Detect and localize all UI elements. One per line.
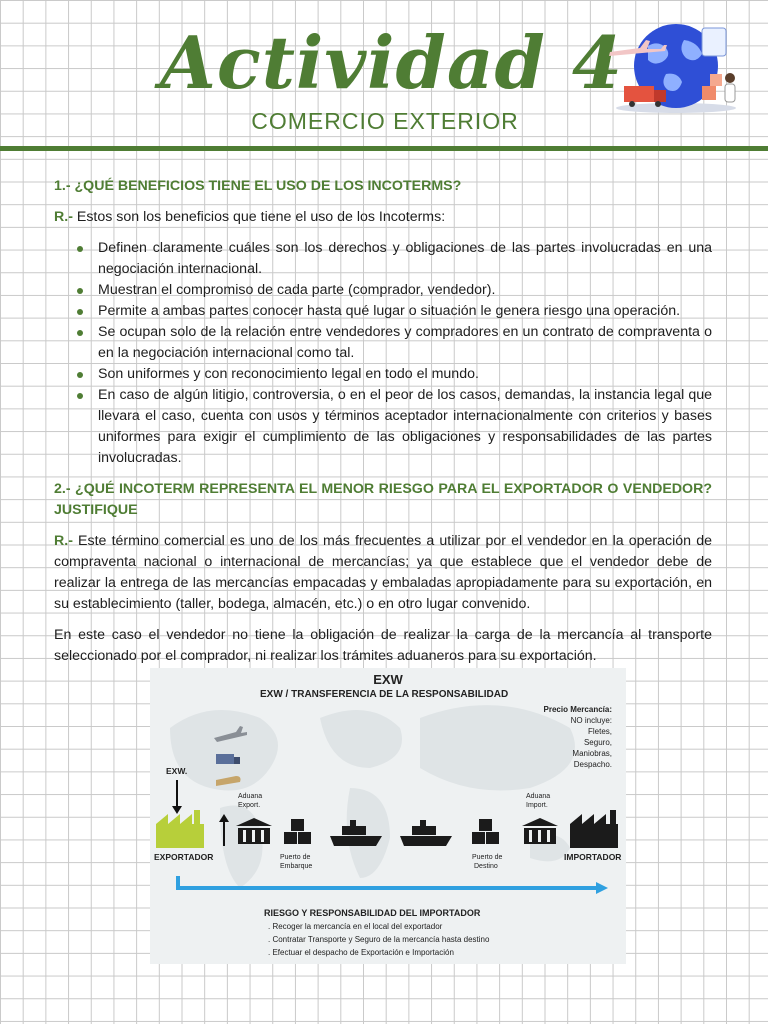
list-item: Muestran el compromiso de cada parte (comprador, vendedor).: [98, 280, 712, 301]
list-item: Son uniformes y con reconocimiento legal en todo el mundo.: [98, 364, 712, 385]
question-2: 2.- ¿QUÉ INCOTERM REPRESENTA EL MENOR RIESGO PARA EL EXPORTADOR O VENDEDOR? JUSTIFIQUE: [54, 481, 712, 518]
boxes-icon-port-destination: [472, 819, 499, 844]
globe-logistics-illustration: [606, 22, 746, 116]
benefits-list: [54, 238, 712, 469]
exw-marker: EXW.: [166, 766, 188, 776]
boxes-icon-port-loading: [284, 819, 311, 844]
price-title: Precio Mercancía:: [543, 705, 612, 714]
port-destination-label: Puerto de: [472, 854, 503, 861]
question-1: 1.- ¿QUÉ BENEFICIOS TIENE EL USO DE LOS INCOTERMS?: [54, 178, 462, 194]
answer-2-paragraph: En este caso el vendedor no tiene la obligación de realizar la carga de la mercancía al transporte seleccionado por el comprador, ni realizar los trámites aduaneros para su exportación.: [54, 627, 712, 664]
clipboard-icon: [702, 28, 726, 56]
main-content: [54, 176, 712, 677]
boxes-icon: [702, 86, 716, 100]
customs-import-label: Import.: [526, 802, 548, 809]
port-destination-label: Destino: [474, 863, 498, 870]
list-item: Se ocupan solo de la relación entre vendedores y compradores en un contrato de compraventa o en la negociación internacional como tal.: [98, 322, 712, 364]
answer-2-text: Este término comercial es uno de los más frecuentes a utilizar por el vendedor en la operación de compraventa nacional o internacional de mercancías; ya que establece que el vendedor debe de realizar la entrega de las mercancías empacadas y embaladas apropiadamente para su exportación, en su establecimiento (taller, bodega, almacén, etc.) o en otro lugar convenido.: [54, 533, 712, 612]
person-icon: [725, 73, 735, 83]
price-line: Fletes,: [587, 727, 612, 736]
truck-icon: [624, 86, 654, 102]
answer-2-prefix: R.-: [54, 533, 73, 549]
page-subtitle: COMERCIO EXTERIOR: [251, 108, 519, 134]
port-loading-label: Embarque: [280, 863, 313, 870]
exporter-label: EXPORTADOR: [154, 852, 214, 862]
infographic-subtitle: EXW / TRANSFERENCIA DE LA RESPONSABILIDAD: [260, 689, 509, 700]
answer-1-intro: [54, 207, 712, 228]
answer-1-prefix: R.-: [54, 209, 73, 225]
risk-item: . Contratar Transporte y Seguro de la mercancía hasta destino: [268, 935, 490, 944]
customs-export-label: Aduana: [238, 793, 263, 800]
price-line: Despacho.: [573, 760, 612, 769]
header-rule: [0, 146, 768, 151]
customs-building-icon-import: [522, 818, 558, 844]
risk-item: . Efectuar el despacho de Exportación e Importación: [268, 948, 454, 957]
list-item: En caso de algún litigio, controversia, o en el peor de los casos, demandas, la instancia legal que llevara el caso, cuenta con usos y términos aceptador internacionalmente con criterios y bases uniformes para exigir el cumplimiento de las obligaciones y responsabilidades de las partes involucradas.: [98, 385, 712, 469]
factory-icon-importer: [570, 810, 618, 848]
answer-1-text: Estos son los beneficios que tiene el uso de los Incoterms:: [72, 209, 446, 225]
list-item: Permite a ambas partes conocer hasta qué lugar o situación le genera riesgo una operación.: [98, 301, 712, 322]
price-line: NO incluye:: [570, 716, 612, 725]
exw-infographic: [150, 668, 626, 964]
factory-icon-exporter: [156, 810, 204, 848]
page-title: Actividad 4: [160, 20, 624, 105]
ship-icon-2: [400, 820, 452, 846]
list-item: Definen claramente cuáles son los derechos y obligaciones de las partes involucradas en una negociación internacional.: [98, 238, 712, 280]
answer-2: [54, 531, 712, 615]
risk-item: . Recoger la mercancía en el local del exportador: [268, 922, 443, 931]
infographic-title: EXW: [373, 672, 403, 687]
port-loading-label: Puerto de: [280, 854, 311, 861]
customs-import-label: Aduana: [526, 793, 551, 800]
importer-label: IMPORTADOR: [564, 852, 622, 862]
risk-title: RIESGO Y RESPONSABILIDAD DEL IMPORTADOR: [264, 908, 481, 918]
customs-export-label: Export.: [238, 802, 261, 809]
price-line: Seguro,: [583, 738, 612, 747]
price-line: Maniobras,: [572, 749, 612, 758]
